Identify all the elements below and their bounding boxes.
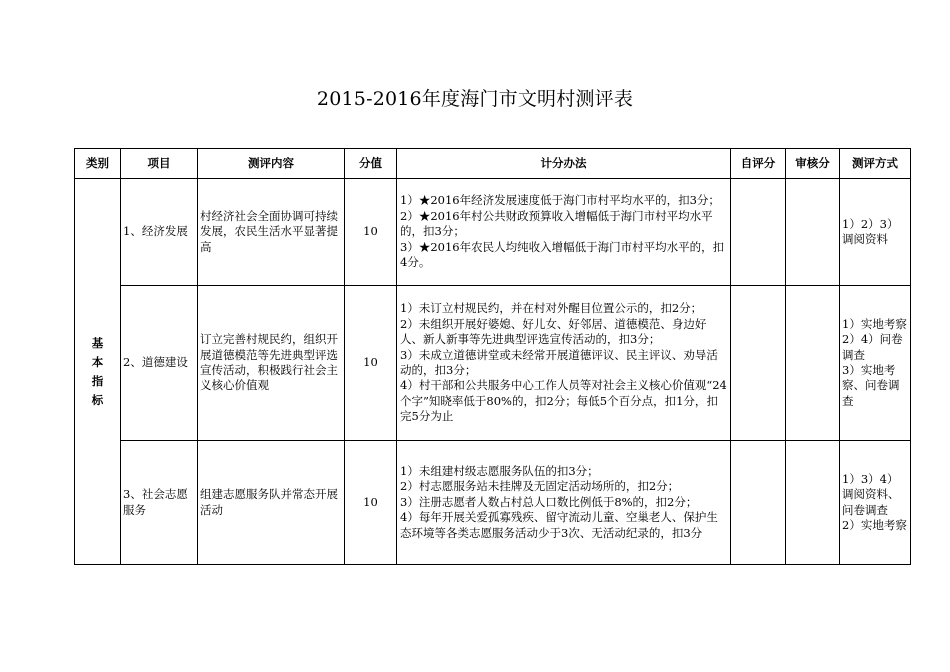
table-header-row (75, 149, 911, 179)
item-cell: 2、道德建设 (121, 286, 198, 441)
self-score-cell[interactable] (731, 441, 786, 565)
rule-line: 2）未组织开展好婆媳、好儿女、好邻居、道德模范、身边好人、新人新事等先进典型评选宣传活动的，扣3分； (400, 316, 707, 347)
method-line: 2）实地考察 (842, 517, 907, 532)
rule-line: 3）未成立道德讲堂或未经常开展道德评议、民主评议、劝导活动的，扣3分； (400, 347, 718, 377)
method-cell (840, 441, 911, 565)
item-cell: 3、社会志愿服务 (121, 441, 198, 565)
category-char: 标 (91, 392, 104, 407)
rule-line: 2）★2016年村公共财政预算收入增幅低于海门市村平均水平的，扣3分； (400, 208, 713, 239)
method-line: 1）2）3）调阅资料 (842, 216, 899, 246)
rules-cell (397, 179, 731, 286)
rule-line: 1）未订立村规民约，并在村对外醒目位置公示的，扣2分； (400, 301, 703, 316)
content-cell: 组建志愿服务队并常态开展活动 (198, 441, 345, 565)
table-row (75, 179, 911, 286)
rule-line: 1）未组建村级志愿服务队伍的扣3分； (400, 463, 599, 478)
rules-cell (397, 286, 731, 441)
header-review-score: 审核分 (786, 149, 840, 179)
rule-line: 4）村干部和公共服务中心工作人员等对社会主义核心价值观“24个字”知晓率低于80%的，扣2分；每低5个百分点，扣1分，扣完5分为止 (400, 378, 727, 424)
rules-cell (397, 441, 731, 565)
header-method: 测评方式 (840, 149, 911, 179)
review-score-cell[interactable] (786, 286, 840, 441)
method-line: 1）实地考察 (842, 316, 907, 331)
content-cell: 村经济社会全面协调可持续发展，农民生活水平显著提高 (198, 179, 345, 286)
rule-line: 3）★2016年农民人均纯收入增幅低于海门市村平均水平的，扣4分。 (400, 239, 725, 270)
score-cell: 10 (345, 179, 397, 286)
header-content: 测评内容 (198, 149, 345, 179)
method-line: 3）实地考察、问卷调查 (842, 363, 900, 408)
category-char: 基 (91, 335, 104, 350)
rule-line: 1）★2016年经济发展速度低于海门市村平均水平的，扣3分； (400, 193, 720, 208)
rule-line: 4）每年开展关爱孤寡残疾、留守流动儿童、空巢老人、保护生态环境等各类志愿服务活动少于3次、无活动纪录的，扣3分 (400, 510, 718, 540)
table-row (75, 441, 911, 565)
header-self-score: 自评分 (731, 149, 786, 179)
evaluation-table (74, 148, 911, 565)
category-cell (75, 179, 121, 565)
method-cell (840, 179, 911, 286)
header-item: 项目 (121, 149, 198, 179)
content-cell: 订立完善村规民约，组织开展道德模范等先进典型评选宣传活动，积极践行社会主义核心价值观 (198, 286, 345, 441)
rule-line: 2）村志愿服务站未挂牌及无固定活动场所的，扣2分； (400, 479, 680, 494)
header-rules: 计分办法 (397, 149, 731, 179)
method-line: 1）3）4）调阅资料、问卷调查 (842, 471, 900, 517)
header-score: 分值 (345, 149, 397, 179)
method-line: 2）4）问卷调查 (842, 332, 903, 362)
score-cell: 10 (345, 441, 397, 565)
self-score-cell[interactable] (731, 286, 786, 441)
rule-line: 3）注册志愿者人数占村总人口数比例低于8%的，扣2分； (400, 494, 698, 509)
review-score-cell[interactable] (786, 179, 840, 286)
category-char: 指 (91, 373, 104, 388)
header-category: 类别 (75, 149, 121, 179)
page-title: 2015-2016年度海门市文明村测评表 (316, 88, 634, 110)
review-score-cell[interactable] (786, 441, 840, 565)
score-cell: 10 (345, 286, 397, 441)
category-char: 本 (91, 354, 104, 369)
table-row (75, 286, 911, 441)
method-cell (840, 286, 911, 441)
self-score-cell[interactable] (731, 179, 786, 286)
item-cell: 1、经济发展 (121, 179, 198, 286)
